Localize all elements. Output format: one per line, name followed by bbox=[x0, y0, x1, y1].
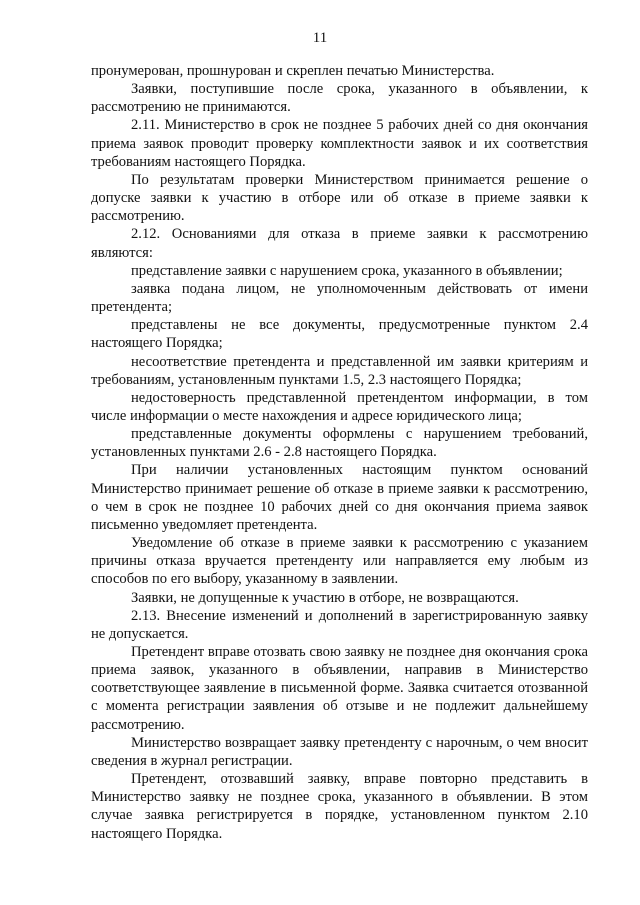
paragraph: 2.11. Министерство в срок не позднее 5 рабочих дней со дня окончания приема заявок проводит проверку комплектности заявок и их соответствия требованиям настоящего Порядка. bbox=[91, 117, 588, 170]
paragraph: Министерство возвращает заявку претенденту с нарочным, о чем вносит сведения в журнал регистрации. bbox=[91, 734, 588, 769]
paragraph: Претендент вправе отозвать свою заявку не позднее дня окончания срока приема заявок, указанного в объявлении, направив в Министерство соответствующее заявление в письменной форме. Заявка считается отозванной с момента регистрации заявления об отзыве и не подлежит дальнейшему рассмотрению. bbox=[91, 644, 588, 733]
list-item: недостоверность представленной претендентом информации, в том числе информации о месте нахождения и адресе юридического лица; bbox=[91, 389, 588, 424]
list-item: несоответствие претендента и представленной им заявки критериям и требованиям, установленным пунктами 1.5, 2.3 настоящего Порядка; bbox=[91, 353, 588, 388]
paragraph: 2.12. Основаниями для отказа в приеме заявки к рассмотрению являются: bbox=[91, 226, 588, 261]
paragraph: По результатам проверки Министерством принимается решение о допуске заявки к участию в отборе или об отказе в приеме заявки к рассмотрению. bbox=[91, 171, 588, 225]
list-item: заявка подана лицом, не уполномоченным действовать от имени претендента; bbox=[91, 280, 588, 316]
list-item: представленные документы оформлены с нарушением требований, установленных пунктами 2.6 - 2.8 настоящего Порядка. bbox=[91, 426, 588, 461]
list-item: представление заявки с нарушением срока, указанного в объявлении; bbox=[131, 262, 563, 279]
document-body bbox=[91, 62, 588, 843]
list-item: представлены не все документы, предусмотренные пунктом 2.4 настоящего Порядка; bbox=[91, 317, 588, 352]
paragraph: Претендент, отозвавший заявку, вправе повторно представить в Министерство заявку не позднее срока, указанного в объявлении. В этом случае заявка регистрируется в порядке, установленном пунктом 2.10 настоящего Порядка. bbox=[91, 771, 588, 842]
paragraph: Заявки, поступившие после срока, указанного в объявлении, к рассмотрению не принимаются. bbox=[91, 81, 588, 116]
paragraph: пронумерован, прошнурован и скреплен печатью Министерства. bbox=[91, 63, 495, 79]
paragraph: Заявки, не допущенные к участию в отборе, не возвращаются. bbox=[131, 589, 519, 606]
paragraph: 2.13. Внесение изменений и дополнений в зарегистрированную заявку не допускается. bbox=[91, 607, 588, 642]
paragraph: Уведомление об отказе в приеме заявки к рассмотрению с указанием причины отказа вручается претенденту или направляется ему любым из способов по его выбору, указанному в заявлении. bbox=[91, 535, 588, 588]
page-number: 11 bbox=[312, 30, 328, 46]
paragraph: При наличии установленных настоящим пунктом оснований Министерство принимает решение об отказе в приеме заявки к рассмотрению, о чем в срок не позднее 10 рабочих дней со дня окончания приема заявок письменно уведомляет претендента. bbox=[91, 462, 588, 533]
